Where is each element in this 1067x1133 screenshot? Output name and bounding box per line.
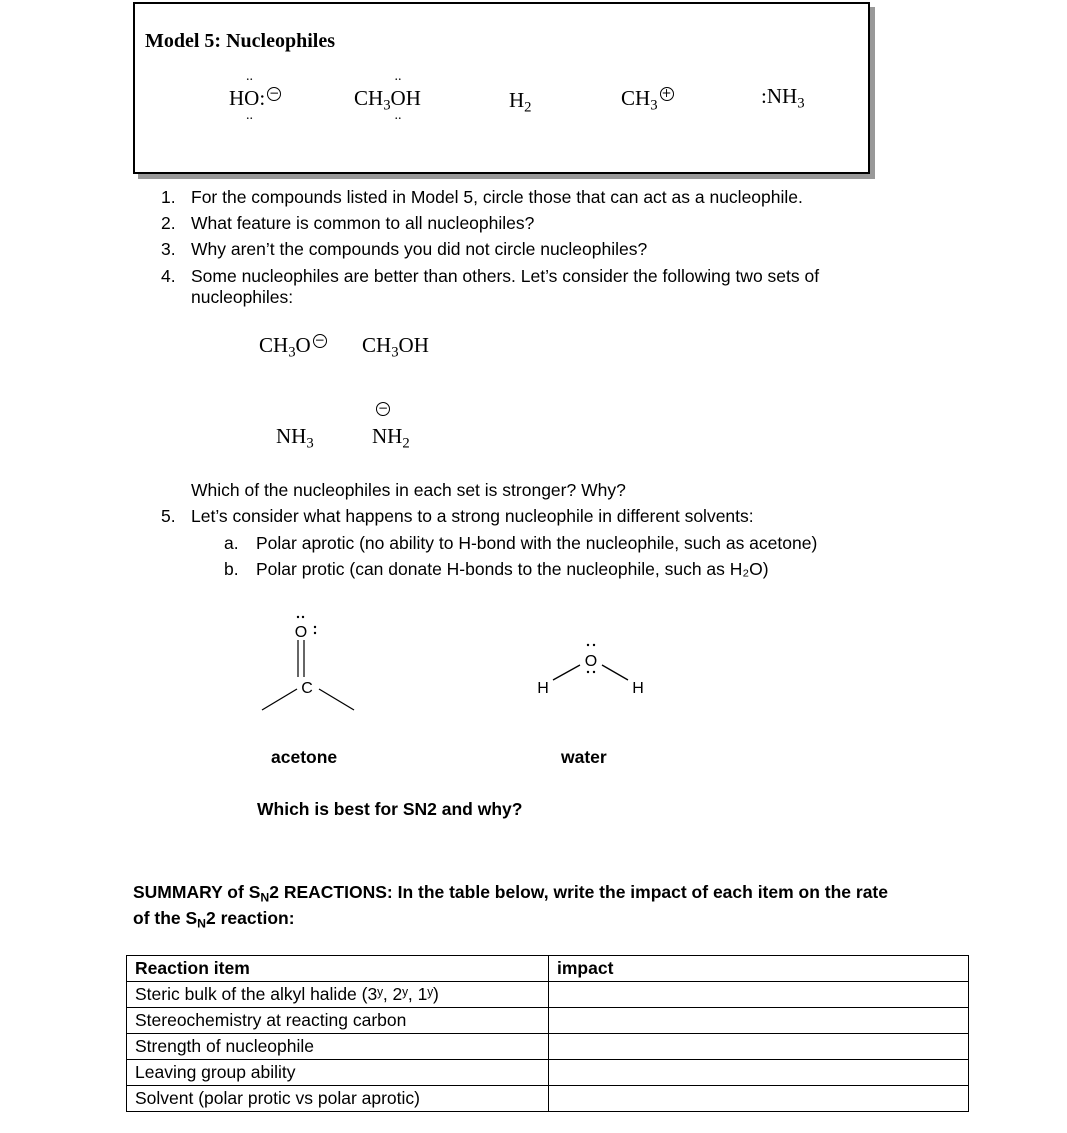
question-3: 3. Why aren’t the compounds you did not circle nucleophiles? [161, 239, 648, 259]
question-2: 2. What feature is common to all nucleophiles? [161, 213, 535, 233]
nucleophile-methoxide: $CH_3O$ − [259, 332, 325, 361]
structures-drawing [240, 600, 660, 720]
question-5: 5. Let’s consider what happens to a strong nucleophile in different solvents: [161, 506, 754, 526]
negative-charge-icon: − [269, 85, 280, 100]
reaction-item-cell: Strength of nucleophile [127, 1034, 549, 1060]
acetone-structure [262, 616, 354, 710]
impact-cell[interactable] [549, 1008, 969, 1034]
water-hydrogen: H [537, 680, 549, 697]
compound-methyl-cation: $CH_3+$ [621, 85, 672, 114]
model-5-box [133, 2, 870, 174]
lone-pair-bottom: .. [246, 108, 253, 123]
question-1: 1. For the compounds listed in Model 5, circle those that can act as a nucleophile. [161, 187, 803, 207]
header-impact: impact [549, 956, 969, 982]
option-a: a. Polar aprotic (no ability to H-bond with the nucleophile, such as acetone) [224, 533, 818, 553]
impact-cell[interactable] [549, 1086, 969, 1112]
compound-methanol: $CH_3$ .. .. OH [354, 69, 421, 123]
acetone-oxygen: O [294, 624, 308, 641]
compound-ammonia: $:NH_3$ [761, 84, 805, 112]
table-row [127, 982, 969, 1008]
nucleophile-amide: − $NH_2$ [372, 401, 410, 452]
water-structure [537, 644, 644, 697]
header-reaction-item: Reaction item [127, 956, 549, 982]
acetone-label: acetone [271, 747, 338, 767]
impact-cell[interactable] [549, 1034, 969, 1060]
negative-charge-icon: − [314, 332, 325, 347]
impact-cell[interactable] [549, 1060, 969, 1086]
acetone-carbon: C [301, 680, 313, 697]
nucleophile-ammonia: $NH_3$ [276, 424, 314, 452]
table-row [127, 1060, 969, 1086]
lone-pair-bottom: .. [394, 108, 402, 123]
nucleophile-methanol: $CH_3OH$ [362, 333, 429, 361]
best-solvent-question: Which is best for SN2 and why? [257, 799, 523, 819]
summary-heading: SUMMARY of $S_N2$ REACTIONS: In the table below, write the impact of each item on the rate of the $S_N2$ reaction: [133, 882, 888, 931]
model-title: Model 5: Nucleophiles [145, 30, 335, 52]
positive-charge-icon: + [661, 85, 672, 100]
question-4: 4. Some nucleophiles are better than others. Let’s consider the following two sets of nucleophiles: [161, 266, 820, 307]
lone-pair-top: .. [394, 69, 402, 84]
lone-pair-top: .. [246, 69, 253, 84]
option-b: b. Polar protic (can donate H-bonds to the nucleophile, such as H₂O) [224, 559, 769, 579]
negative-charge-icon: − [377, 401, 389, 415]
compound-hydroxide: .. .. HO: − [229, 69, 280, 123]
sn2-summary-table [126, 955, 969, 1112]
impact-cell[interactable] [549, 982, 969, 1008]
water-label: water [561, 747, 607, 767]
table-row [127, 1008, 969, 1034]
reaction-item-cell: Stereochemistry at reacting carbon [127, 1008, 549, 1034]
water-oxygen: O [584, 653, 598, 670]
reaction-item-cell: Leaving group ability [127, 1060, 549, 1086]
water-hydrogen: H [632, 680, 644, 697]
reaction-item-cell: Solvent (polar protic vs polar aprotic) [127, 1086, 549, 1112]
question-4-followup: Which of the nucleophiles in each set is stronger? Why? [191, 480, 626, 500]
table-row [127, 1086, 969, 1112]
table-row [127, 1034, 969, 1060]
table-header-row [127, 956, 969, 982]
compound-hydrogen: $H_2$ [509, 88, 532, 116]
reaction-item-cell: Steric bulk of the alkyl halide (3ʸ, 2ʸ, 1ʸ) [127, 982, 549, 1008]
